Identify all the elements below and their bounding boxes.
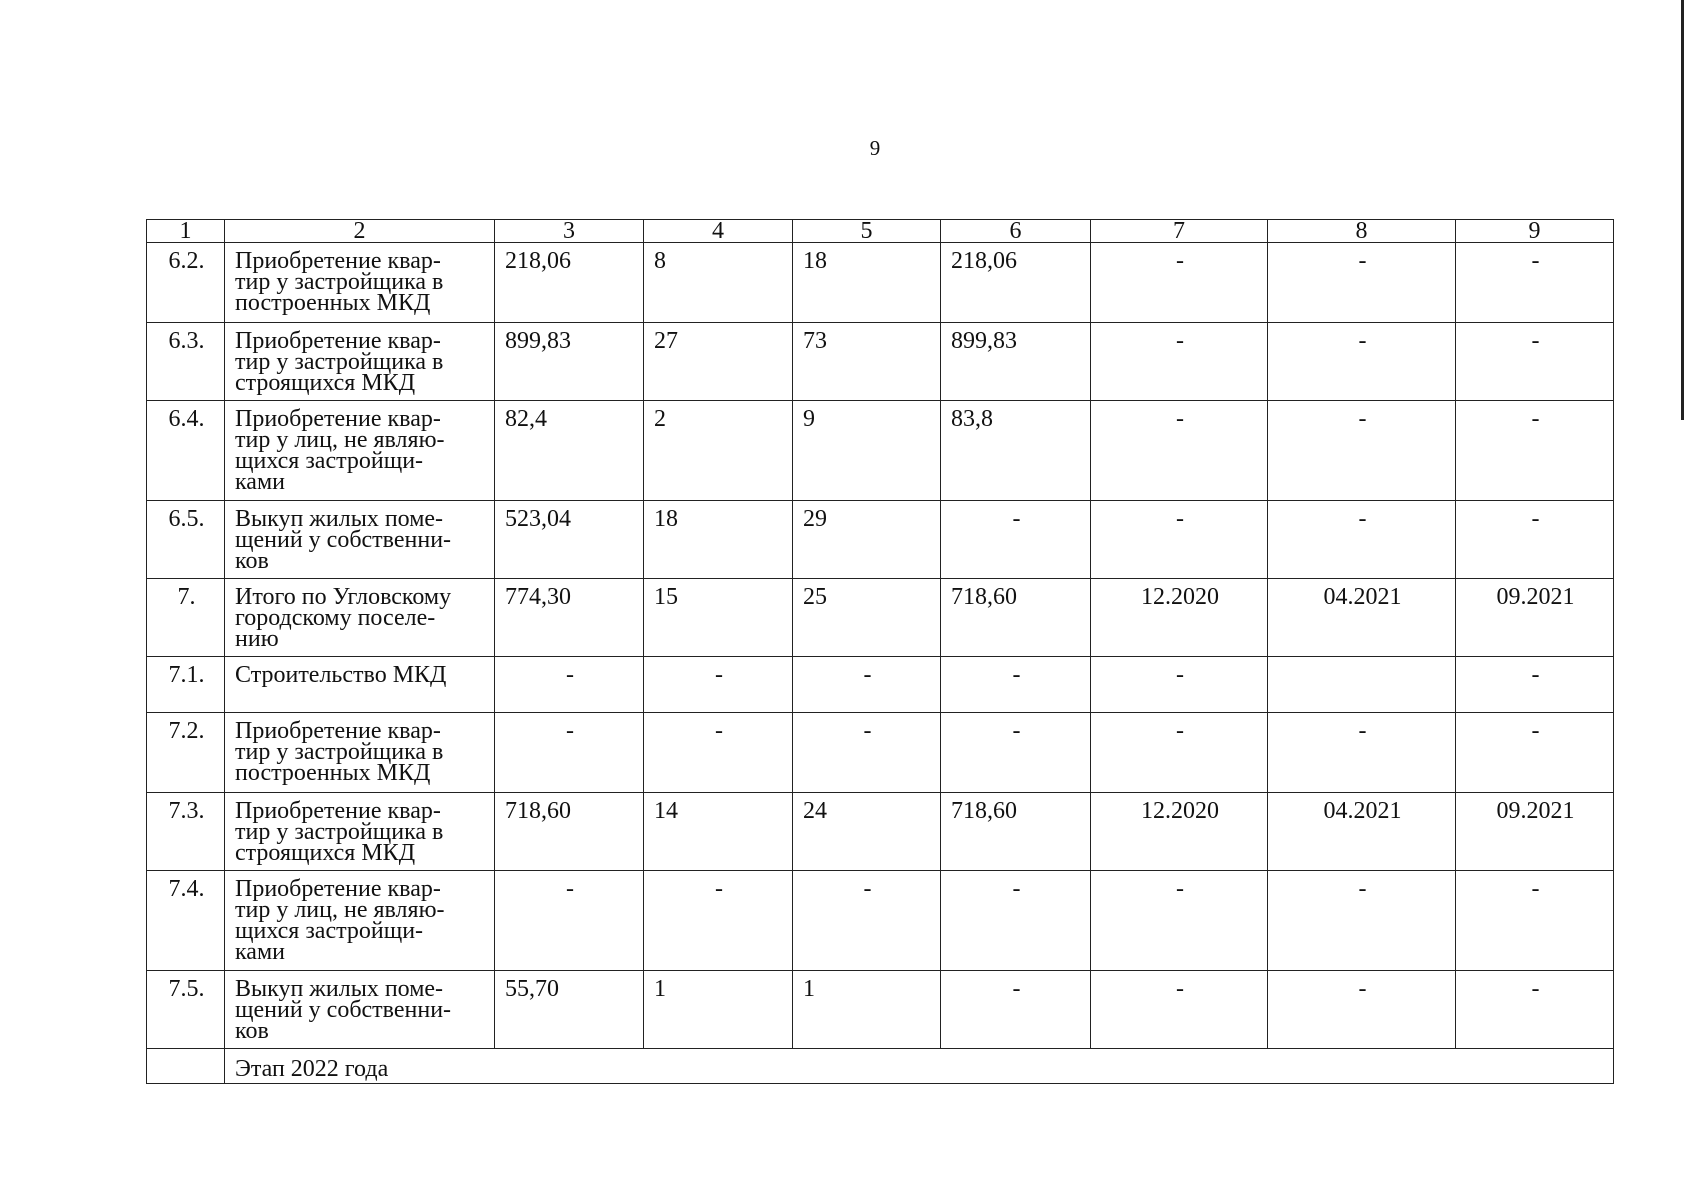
table-row — [147, 243, 1614, 323]
date-col-9: 09.2021 — [1456, 579, 1614, 657]
value-col-6: - — [941, 713, 1091, 793]
resettlement-table — [146, 219, 1614, 1084]
value-col-6: 718,60 — [941, 793, 1091, 871]
item-number: 7.1. — [147, 657, 225, 713]
value-col-4: 15 — [644, 579, 793, 657]
date-col-9: - — [1456, 501, 1614, 579]
value-col-4: 14 — [644, 793, 793, 871]
value-col-3: - — [495, 713, 644, 793]
table-row — [147, 713, 1614, 793]
date-col-7: 12.2020 — [1091, 793, 1268, 871]
date-col-7: 12.2020 — [1091, 579, 1268, 657]
date-col-7: - — [1091, 401, 1268, 501]
value-col-4: 1 — [644, 971, 793, 1049]
value-col-5: 29 — [793, 501, 941, 579]
date-col-8: - — [1268, 401, 1456, 501]
value-col-3: 523,04 — [495, 501, 644, 579]
item-number: 6.5. — [147, 501, 225, 579]
date-col-8: - — [1268, 871, 1456, 971]
value-col-4: - — [644, 713, 793, 793]
column-number-2: 2 — [225, 220, 495, 243]
item-number: 6.4. — [147, 401, 225, 501]
item-name: Приобретение квар- тир у лиц, не являю- щихся застройщи- ками — [225, 401, 495, 501]
value-col-5: - — [793, 713, 941, 793]
date-col-8: - — [1268, 323, 1456, 401]
stage-number-cell — [147, 1049, 225, 1084]
item-name: Приобретение квар- тир у лиц, не являю- щихся застройщи- ками — [225, 871, 495, 971]
value-col-5: 18 — [793, 243, 941, 323]
table-row — [147, 579, 1614, 657]
column-number-9: 9 — [1456, 220, 1614, 243]
item-name: Приобретение квар- тир у застройщика в построенных МКД — [225, 713, 495, 793]
value-col-3: 55,70 — [495, 971, 644, 1049]
column-number-4: 4 — [644, 220, 793, 243]
date-col-7: - — [1091, 971, 1268, 1049]
value-col-4: - — [644, 657, 793, 713]
column-number-5: 5 — [793, 220, 941, 243]
value-col-4: 27 — [644, 323, 793, 401]
date-col-9: - — [1456, 657, 1614, 713]
item-number: 6.2. — [147, 243, 225, 323]
value-col-5: - — [793, 657, 941, 713]
value-col-6: 899,83 — [941, 323, 1091, 401]
value-col-3: - — [495, 657, 644, 713]
page-edge-mark — [1681, 0, 1684, 420]
date-col-8: - — [1268, 243, 1456, 323]
stage-row — [147, 1049, 1614, 1084]
value-col-4: 8 — [644, 243, 793, 323]
table-row — [147, 501, 1614, 579]
stage-label: Этап 2022 года — [225, 1049, 1614, 1084]
value-col-3: 774,30 — [495, 579, 644, 657]
header-row — [147, 220, 1614, 243]
date-col-7: - — [1091, 871, 1268, 971]
value-col-3: 718,60 — [495, 793, 644, 871]
date-col-8: 04.2021 — [1268, 579, 1456, 657]
item-number: 7. — [147, 579, 225, 657]
value-col-6: 218,06 — [941, 243, 1091, 323]
value-col-3: - — [495, 871, 644, 971]
value-col-3: 82,4 — [495, 401, 644, 501]
item-number: 7.4. — [147, 871, 225, 971]
item-name: Строительство МКД — [225, 657, 495, 713]
date-col-8: 04.2021 — [1268, 793, 1456, 871]
item-number: 7.2. — [147, 713, 225, 793]
date-col-7: - — [1091, 501, 1268, 579]
value-col-4: 2 — [644, 401, 793, 501]
table-row — [147, 401, 1614, 501]
date-col-8: - — [1268, 713, 1456, 793]
date-col-8 — [1268, 657, 1456, 713]
date-col-9: - — [1456, 401, 1614, 501]
value-col-5: 25 — [793, 579, 941, 657]
item-number: 7.5. — [147, 971, 225, 1049]
value-col-6: - — [941, 871, 1091, 971]
table-row — [147, 323, 1614, 401]
date-col-9: - — [1456, 871, 1614, 971]
value-col-6: - — [941, 501, 1091, 579]
item-number: 6.3. — [147, 323, 225, 401]
value-col-5: 24 — [793, 793, 941, 871]
value-col-5: 1 — [793, 971, 941, 1049]
value-col-4: 18 — [644, 501, 793, 579]
value-col-3: 218,06 — [495, 243, 644, 323]
item-name: Приобретение квар- тир у застройщика в строящихся МКД — [225, 323, 495, 401]
item-name: Выкуп жилых поме- щений у собственни- ков — [225, 971, 495, 1049]
date-col-9: - — [1456, 243, 1614, 323]
value-col-4: - — [644, 871, 793, 971]
date-col-8: - — [1268, 971, 1456, 1049]
page-number: 9 — [869, 136, 881, 160]
table-row — [147, 971, 1614, 1049]
value-col-6: - — [941, 657, 1091, 713]
table-row — [147, 657, 1614, 713]
value-col-5: - — [793, 871, 941, 971]
item-name: Приобретение квар- тир у застройщика в построенных МКД — [225, 243, 495, 323]
column-number-1: 1 — [147, 220, 225, 243]
value-col-6: - — [941, 971, 1091, 1049]
item-number: 7.3. — [147, 793, 225, 871]
item-name: Итого по Угловскому городскому поселе- нию — [225, 579, 495, 657]
value-col-6: 83,8 — [941, 401, 1091, 501]
date-col-9: - — [1456, 713, 1614, 793]
value-col-5: 73 — [793, 323, 941, 401]
column-number-7: 7 — [1091, 220, 1268, 243]
value-col-5: 9 — [793, 401, 941, 501]
table-row — [147, 793, 1614, 871]
date-col-7: - — [1091, 713, 1268, 793]
date-col-9: - — [1456, 971, 1614, 1049]
date-col-9: 09.2021 — [1456, 793, 1614, 871]
value-col-3: 899,83 — [495, 323, 644, 401]
date-col-7: - — [1091, 243, 1268, 323]
date-col-7: - — [1091, 323, 1268, 401]
date-col-9: - — [1456, 323, 1614, 401]
table-body — [147, 220, 1614, 1084]
column-number-6: 6 — [941, 220, 1091, 243]
column-number-8: 8 — [1268, 220, 1456, 243]
item-name: Приобретение квар- тир у застройщика в строящихся МКД — [225, 793, 495, 871]
date-col-7: - — [1091, 657, 1268, 713]
item-name: Выкуп жилых поме- щений у собственни- ков — [225, 501, 495, 579]
value-col-6: 718,60 — [941, 579, 1091, 657]
table-row — [147, 871, 1614, 971]
date-col-8: - — [1268, 501, 1456, 579]
column-number-3: 3 — [495, 220, 644, 243]
